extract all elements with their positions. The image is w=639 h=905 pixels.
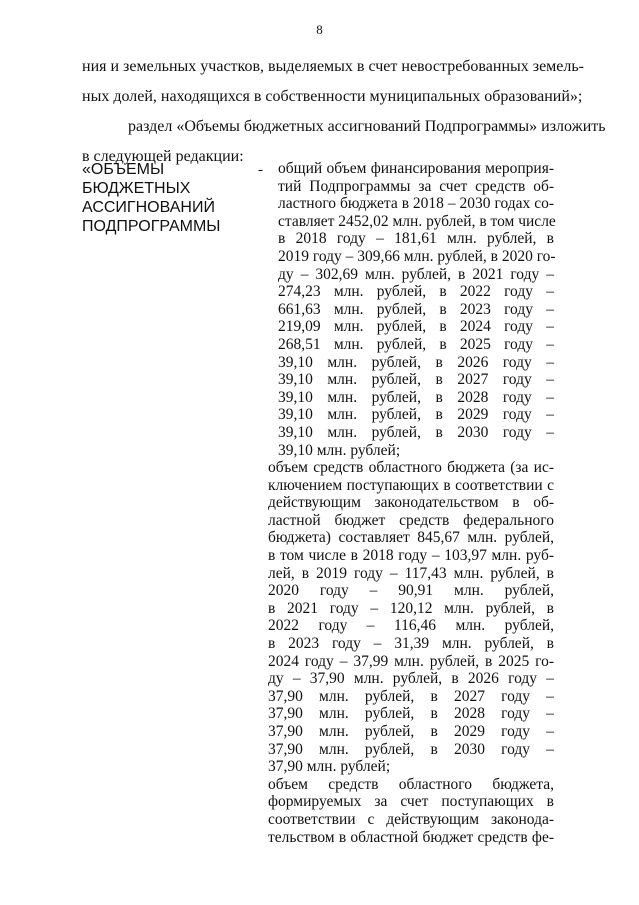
year-amount-token: 37,90 [268, 705, 303, 723]
text-line: в 2021 году – 120,12 млн. рублей, в [268, 599, 554, 617]
text-line: объем средств областного бюджета, [268, 775, 554, 793]
year-amount-token: 2026 [457, 353, 489, 371]
text-line: соответствии с действующим законода- [268, 810, 554, 828]
year-amount-token: 37,90 [268, 740, 303, 758]
text-line: ластного бюджета в 2018 – 2030 годах со- [278, 195, 554, 213]
year-amount-token: рублей, [364, 740, 415, 758]
year-amount-token: – [546, 318, 554, 336]
year-amount-line [278, 336, 554, 354]
text-line: 37,90 млн. рублей; [268, 758, 391, 776]
year-amount-token: рублей, [371, 353, 421, 371]
year-amount-token: 39,10 [278, 388, 313, 406]
section-title [82, 160, 252, 236]
year-amount-token: млн. [333, 300, 364, 318]
year-amount-token: 2025 [459, 335, 491, 353]
year-amount-token: млн. [327, 406, 358, 424]
year-amount-token: 37,90 [268, 723, 303, 740]
text-line: формируемых за счет поступающих в [268, 793, 554, 811]
year-amount-token: 2030 [453, 740, 485, 758]
year-amount-token: рублей, [376, 318, 427, 336]
year-amount-token: году [501, 723, 531, 740]
year-amount-token: 39,10 [278, 423, 313, 441]
text-line: общий объем финансирования мероприя- [278, 160, 554, 177]
year-amount-token: году [504, 318, 533, 336]
yearly-amounts [278, 283, 554, 441]
intro-line: ния и земельных участков, выделяемых в счет невостребованных земель- [82, 58, 585, 75]
year-amount-token: году [502, 388, 532, 406]
year-amount-token: 2029 [453, 723, 485, 740]
year-amount-line [278, 389, 554, 407]
text-line: ластной бюджет средств федерального [268, 511, 554, 529]
year-amount-token: в [435, 371, 443, 389]
text-line: 2020 году – 90,91 млн. рублей, [268, 582, 554, 600]
text-line: тий Подпрограммы за счет средств об- [278, 177, 554, 195]
year-amount-token: в [435, 423, 443, 441]
intro-text [82, 52, 606, 172]
section-title-line: БЮДЖЕТНЫХ [82, 180, 191, 197]
total-funding-paragraph [278, 160, 554, 459]
year-amount-token: 2027 [457, 371, 489, 389]
year-amount-line [268, 688, 554, 706]
text-line: в 2023 году – 31,39 млн. рублей, в [268, 635, 554, 653]
year-amount-token: 2024 [459, 318, 491, 336]
year-amount-token: рублей, [371, 388, 421, 406]
year-amount-token: 274,23 [278, 283, 321, 301]
yearly-amounts [268, 688, 554, 758]
year-amount-token: – [546, 300, 554, 318]
text-line: в том числе в 2018 году – 103,97 млн. руб- [268, 547, 554, 565]
year-amount-token: году [502, 353, 532, 371]
year-amount-token: – [546, 423, 554, 441]
year-amount-token: году [502, 406, 532, 424]
year-amount-token: – [546, 723, 554, 740]
year-amount-line [278, 283, 554, 301]
year-amount-token: в [439, 318, 447, 336]
intro-line: ных долей, находящихся в собственности муниципальных образований»; [82, 88, 583, 105]
year-amount-token: году [501, 740, 531, 758]
text-line: тельством в областной бюджет средств фе- [268, 828, 554, 846]
year-amount-token: 2028 [457, 388, 489, 406]
federal-transfers-paragraph [268, 776, 554, 846]
text-line: 39,10 млн. рублей; [278, 441, 401, 459]
year-amount-token: млн. [327, 388, 358, 406]
year-amount-line [278, 318, 554, 336]
text-line: ставляет 2452,02 млн. рублей, в том числе [278, 212, 556, 230]
year-amount-token: рублей, [364, 705, 415, 723]
text-line: бюджета) составляет 845,67 млн. рублей, [268, 529, 554, 547]
year-amount-token: рублей, [371, 371, 421, 389]
year-amount-token: в [430, 723, 438, 740]
year-amount-token: в [430, 740, 438, 758]
year-amount-token: рублей, [371, 423, 421, 441]
year-amount-token: млн. [327, 423, 358, 441]
year-amount-token: млн. [319, 740, 349, 758]
text-line: 2022 году – 116,46 млн. рублей, [268, 617, 554, 635]
year-amount-token: млн. [333, 335, 364, 353]
year-amount-token: 661,63 [278, 300, 321, 318]
regional-budget-paragraph [268, 459, 554, 776]
year-amount-token: рублей, [371, 406, 421, 424]
text-line: действующим законодательством в об- [268, 494, 554, 512]
year-amount-token: – [546, 283, 554, 301]
year-amount-token: млн. [319, 723, 349, 740]
year-amount-token: – [546, 687, 554, 705]
section-content [268, 160, 556, 846]
year-amount-token: в [439, 283, 447, 301]
year-amount-token: в [435, 388, 443, 406]
year-amount-token: млн. [327, 353, 358, 371]
year-amount-line [268, 741, 554, 759]
page-number: 8 [316, 22, 323, 37]
text-line: 2019 году – 309,66 млн. рублей, в 2020 го- [278, 247, 556, 265]
year-amount-line [278, 371, 554, 389]
year-amount-token: году [502, 371, 532, 389]
text-line: в 2018 году – 181,61 млн. рублей, в [278, 230, 554, 248]
row-dash: - [258, 162, 263, 178]
year-amount-token: 39,10 [278, 371, 313, 389]
year-amount-token: году [501, 705, 531, 723]
year-amount-token: рублей, [364, 687, 415, 705]
year-amount-token: – [546, 371, 554, 389]
year-amount-line [278, 406, 554, 424]
year-amount-token: году [501, 687, 531, 705]
year-amount-token: 39,10 [278, 406, 313, 424]
year-amount-token: млн. [333, 318, 364, 336]
year-amount-line [278, 301, 554, 319]
year-amount-token: млн. [319, 705, 349, 723]
year-amount-token: в [435, 406, 443, 424]
year-amount-token: – [546, 740, 554, 758]
year-amount-token: млн. [327, 371, 358, 389]
text-line: ду – 302,69 млн. рублей, в 2021 году – [278, 265, 554, 283]
intro-line: раздел «Объемы бюджетных ассигнований Подпрограммы» изложить [128, 118, 606, 135]
year-amount-token: в [430, 687, 438, 705]
year-amount-token: млн. [333, 283, 364, 301]
year-amount-token: 2023 [459, 300, 491, 318]
year-amount-token: году [504, 283, 533, 301]
text-line: лей, в 2019 году – 117,43 млн. рублей, в [268, 564, 554, 582]
year-amount-token: в [435, 353, 443, 371]
year-amount-line [278, 354, 554, 372]
year-amount-token: 2028 [453, 705, 485, 723]
year-amount-line [278, 424, 554, 442]
year-amount-token: году [504, 300, 533, 318]
year-amount-token: 268,51 [278, 335, 321, 353]
year-amount-token: 37,90 [268, 687, 303, 705]
year-amount-token: рублей, [376, 335, 427, 353]
text-line: ду – 37,90 млн. рублей, в 2026 году – [268, 670, 554, 688]
year-amount-token: году [502, 423, 532, 441]
year-amount-token: рублей, [376, 283, 427, 301]
year-amount-token: году [504, 335, 533, 353]
year-amount-token: в [439, 300, 447, 318]
year-amount-token: рублей, [376, 300, 427, 318]
year-amount-token: 2027 [453, 687, 485, 705]
section-title-line: ПОДПРОГРАММЫ [82, 218, 221, 235]
year-amount-token: 39,10 [278, 353, 313, 371]
section-title-line: «ОБЪЕМЫ [82, 161, 165, 178]
year-amount-line [268, 723, 554, 741]
year-amount-line [268, 705, 554, 723]
intro-line: в следующей редакции: [82, 148, 244, 165]
year-amount-token: – [546, 388, 554, 406]
year-amount-token: в [430, 705, 438, 723]
section-title-line: АССИГНОВАНИЙ [82, 199, 215, 216]
year-amount-token: 219,09 [278, 318, 321, 336]
year-amount-token: – [546, 353, 554, 371]
year-amount-token: 2030 [457, 423, 489, 441]
year-amount-token: рублей, [364, 723, 415, 740]
year-amount-token: 2022 [459, 283, 491, 301]
year-amount-token: в [439, 335, 447, 353]
year-amount-token: 2029 [457, 406, 489, 424]
year-amount-token: – [546, 406, 554, 424]
year-amount-token: – [546, 335, 554, 353]
text-line: ключением поступающих в соответствии с [268, 476, 554, 494]
text-line: объем средств областного бюджета (за ис- [268, 459, 554, 477]
year-amount-token: млн. [319, 687, 349, 705]
year-amount-token: – [546, 705, 554, 723]
text-line: 2024 году – 37,99 млн. рублей, в 2025 го- [268, 652, 554, 670]
